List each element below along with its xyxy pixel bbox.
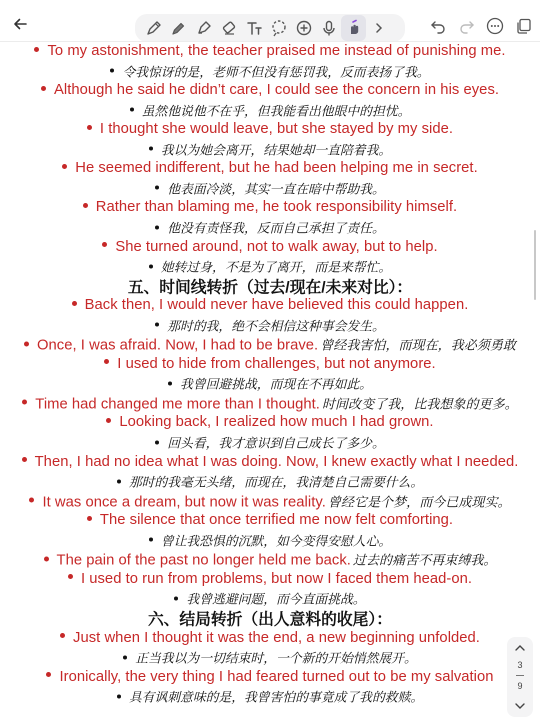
english-sentence	[0, 491, 540, 510]
highlighter-icon[interactable]	[191, 15, 216, 41]
chinese-translation	[0, 139, 540, 158]
more-options-icon[interactable]	[483, 13, 507, 39]
chinese-text: 正当我以为一切结束时，一个新的开始悄然展开。	[135, 650, 417, 666]
bullet-dot	[83, 203, 88, 208]
redo-icon[interactable]	[455, 13, 479, 39]
bullet-dot	[68, 574, 73, 579]
bullet-dot	[29, 498, 34, 503]
chinese-translation	[0, 472, 540, 491]
english-text: She turned around, not to walk away, but to help.	[115, 238, 438, 255]
back-arrow-icon[interactable]	[8, 12, 32, 36]
chinese-translation	[0, 100, 540, 119]
english-text: He seemed indifferent, but he had been helping me in secret.	[75, 160, 478, 177]
bullet-dot	[87, 125, 92, 130]
pen-icon[interactable]	[141, 15, 166, 41]
bullet-dot	[34, 47, 39, 52]
chinese-text: 我以为她会离开，结果她却一直陪着我。	[160, 142, 392, 158]
english-sentence	[0, 335, 540, 354]
bullet-dot	[155, 323, 159, 327]
right-toolbar	[426, 12, 536, 40]
bullet-dot	[149, 264, 153, 268]
page-separator	[516, 675, 524, 676]
chinese-text: 我曾回避挑战，而现在不再如此。	[180, 376, 372, 392]
english-text: Once, I was afraid. Now, I had to be brave.	[37, 337, 319, 354]
bullet-dot	[104, 359, 109, 364]
english-sentence	[0, 43, 540, 59]
undo-icon[interactable]	[426, 13, 450, 39]
chinese-translation	[0, 178, 540, 197]
bullet-dot	[22, 457, 27, 462]
bullet-dot	[24, 341, 29, 346]
english-text: Then, I had no idea what I was doing. Now, I knew exactly what I needed.	[34, 453, 519, 470]
chinese-translation	[0, 217, 540, 236]
english-text: Ironically, the very thing I had feared turned out to be my salvation	[59, 668, 494, 685]
chevron-right-icon[interactable]	[366, 15, 391, 41]
top-toolbar	[0, 0, 540, 42]
inline-chinese-text: 时间改变了我，比我想象的更多。	[321, 396, 518, 412]
page-up-icon[interactable]	[507, 639, 533, 657]
bullet-dot	[168, 381, 172, 385]
bullet-dot	[155, 186, 159, 190]
chinese-text: 他表面冷淡，其实一直在暗中帮助我。	[167, 181, 385, 197]
chinese-text: 那时的我毫无头绪，而现在，我清楚自己需要什么。	[128, 474, 424, 490]
chinese-translation	[0, 315, 540, 334]
english-text: I used to run from problems, but now I faced them head-on.	[80, 570, 473, 587]
bullet-dot	[22, 400, 27, 405]
bullet-dot	[130, 108, 134, 112]
chinese-translation	[0, 257, 540, 276]
chinese-text: 曾让我恐惧的沉默，如今变得安慰人心。	[160, 533, 392, 549]
english-text: I used to hide from challenges, but not anymore.	[117, 355, 436, 372]
chinese-text: 那时的我，绝不会相信这种事会发生。	[167, 318, 385, 334]
chinese-translation	[0, 687, 540, 706]
bullet-dot	[123, 655, 127, 659]
english-sentence	[0, 82, 540, 98]
note-canvas[interactable]	[0, 42, 540, 720]
english-sentence	[0, 393, 540, 412]
bullet-dot	[44, 556, 49, 561]
english-text: Although he said he didn’t care, I could see the concern in his eyes.	[53, 82, 500, 99]
chinese-translation	[0, 530, 540, 549]
bullet-dot	[72, 301, 77, 306]
bullet-dot	[117, 694, 121, 698]
bullet-dot	[62, 164, 67, 169]
chinese-translation	[0, 61, 540, 80]
english-text: It was once a dream, but now it was reality.	[42, 494, 326, 511]
bullet-dot	[149, 147, 153, 151]
bullet-dot	[117, 479, 121, 483]
english-text: Rather than blaming me, he took responsibility himself.	[95, 199, 458, 216]
chinese-text: 我曾逃避问题，而今直面挑战。	[186, 591, 366, 607]
bullet-dot	[174, 597, 178, 601]
english-sentence	[0, 297, 540, 313]
english-text: Time had changed me more than I thought.	[35, 396, 320, 413]
page-down-icon[interactable]	[507, 697, 533, 715]
english-sentence	[0, 160, 540, 176]
microphone-icon[interactable]	[316, 15, 341, 41]
pages-icon[interactable]	[512, 13, 536, 39]
english-text: Looking back, I realized how much I had grown.	[119, 414, 434, 431]
inline-chinese-text: 曾经我害怕，而现在，我必须勇敢	[320, 337, 516, 353]
bullet-dot	[106, 418, 111, 423]
hand-draw-icon[interactable]	[341, 15, 366, 41]
english-text: The silence that once terrified me now felt comforting.	[99, 512, 454, 529]
english-text: The pain of the past no longer held me back.	[56, 552, 351, 569]
english-sentence	[0, 512, 540, 528]
english-sentence	[0, 630, 540, 646]
chinese-text: 回头看，我才意识到自己成长了多少。	[167, 435, 385, 451]
english-text: Just when I thought it was the end, a new beginning unfolded.	[73, 629, 480, 646]
lasso-icon[interactable]	[266, 15, 291, 41]
chinese-text: 他没有责怪我，反而自己承担了责任。	[167, 220, 385, 236]
section-heading: 六、结局转折（出人意料的收尾）：	[147, 611, 393, 629]
english-sentence	[0, 121, 540, 137]
section-heading: 五、时间线转折（过去/现在/未来对比）：	[127, 279, 413, 297]
eraser-icon[interactable]	[216, 15, 241, 41]
english-sentence	[0, 550, 540, 569]
english-sentence	[0, 414, 540, 430]
bullet-dot	[155, 440, 159, 444]
chinese-text: 令我惊讶的是，老师不但没有惩罚我，反而表扬了我。	[122, 64, 430, 80]
bullet-dot	[102, 242, 107, 247]
english-sentence	[0, 571, 540, 587]
english-sentence	[0, 199, 540, 215]
bullet-dot	[41, 86, 46, 91]
english-text: To my astonishment, the teacher praised me instead of punishing me.	[47, 43, 506, 59]
total-page-count: 9	[517, 681, 523, 691]
inline-chinese-text: 过去的痛苦不再束缚我。	[352, 552, 497, 568]
chinese-text: 她转过身，不是为了离开，而是来帮忙。	[160, 259, 392, 275]
chinese-translation	[0, 433, 540, 452]
english-text: I thought she would leave, but she stayed by my side.	[99, 121, 454, 138]
marker-icon[interactable]	[166, 15, 191, 41]
english-sentence	[0, 239, 540, 255]
drawing-tools-bar	[135, 14, 405, 42]
bullet-dot	[46, 672, 51, 677]
inline-chinese-text: 曾经它是个梦，而今已成现实。	[327, 494, 511, 510]
shapes-icon[interactable]	[291, 15, 316, 41]
chinese-translation	[0, 648, 540, 667]
page-navigator	[507, 637, 533, 717]
bullet-dot	[87, 516, 92, 521]
chinese-translation	[0, 374, 540, 393]
bullet-dot	[155, 225, 159, 229]
chinese-text: 虽然他说他不在乎，但我能看出他眼中的担忧。	[141, 103, 411, 119]
text-icon[interactable]	[241, 15, 266, 41]
bullet-dot	[149, 538, 153, 542]
english-sentence	[0, 356, 540, 372]
chinese-translation	[0, 589, 540, 608]
english-text: Back then, I would never have believed this could happen.	[84, 297, 469, 314]
chinese-text: 具有讽刺意味的是，我曾害怕的事竟成了我的救赎。	[128, 689, 424, 705]
current-page-number: 3	[517, 660, 523, 670]
bullet-dot	[110, 69, 114, 73]
english-sentence	[0, 454, 540, 470]
english-sentence	[0, 669, 540, 685]
bullet-dot	[60, 633, 65, 638]
scroll-indicator[interactable]	[534, 230, 536, 300]
